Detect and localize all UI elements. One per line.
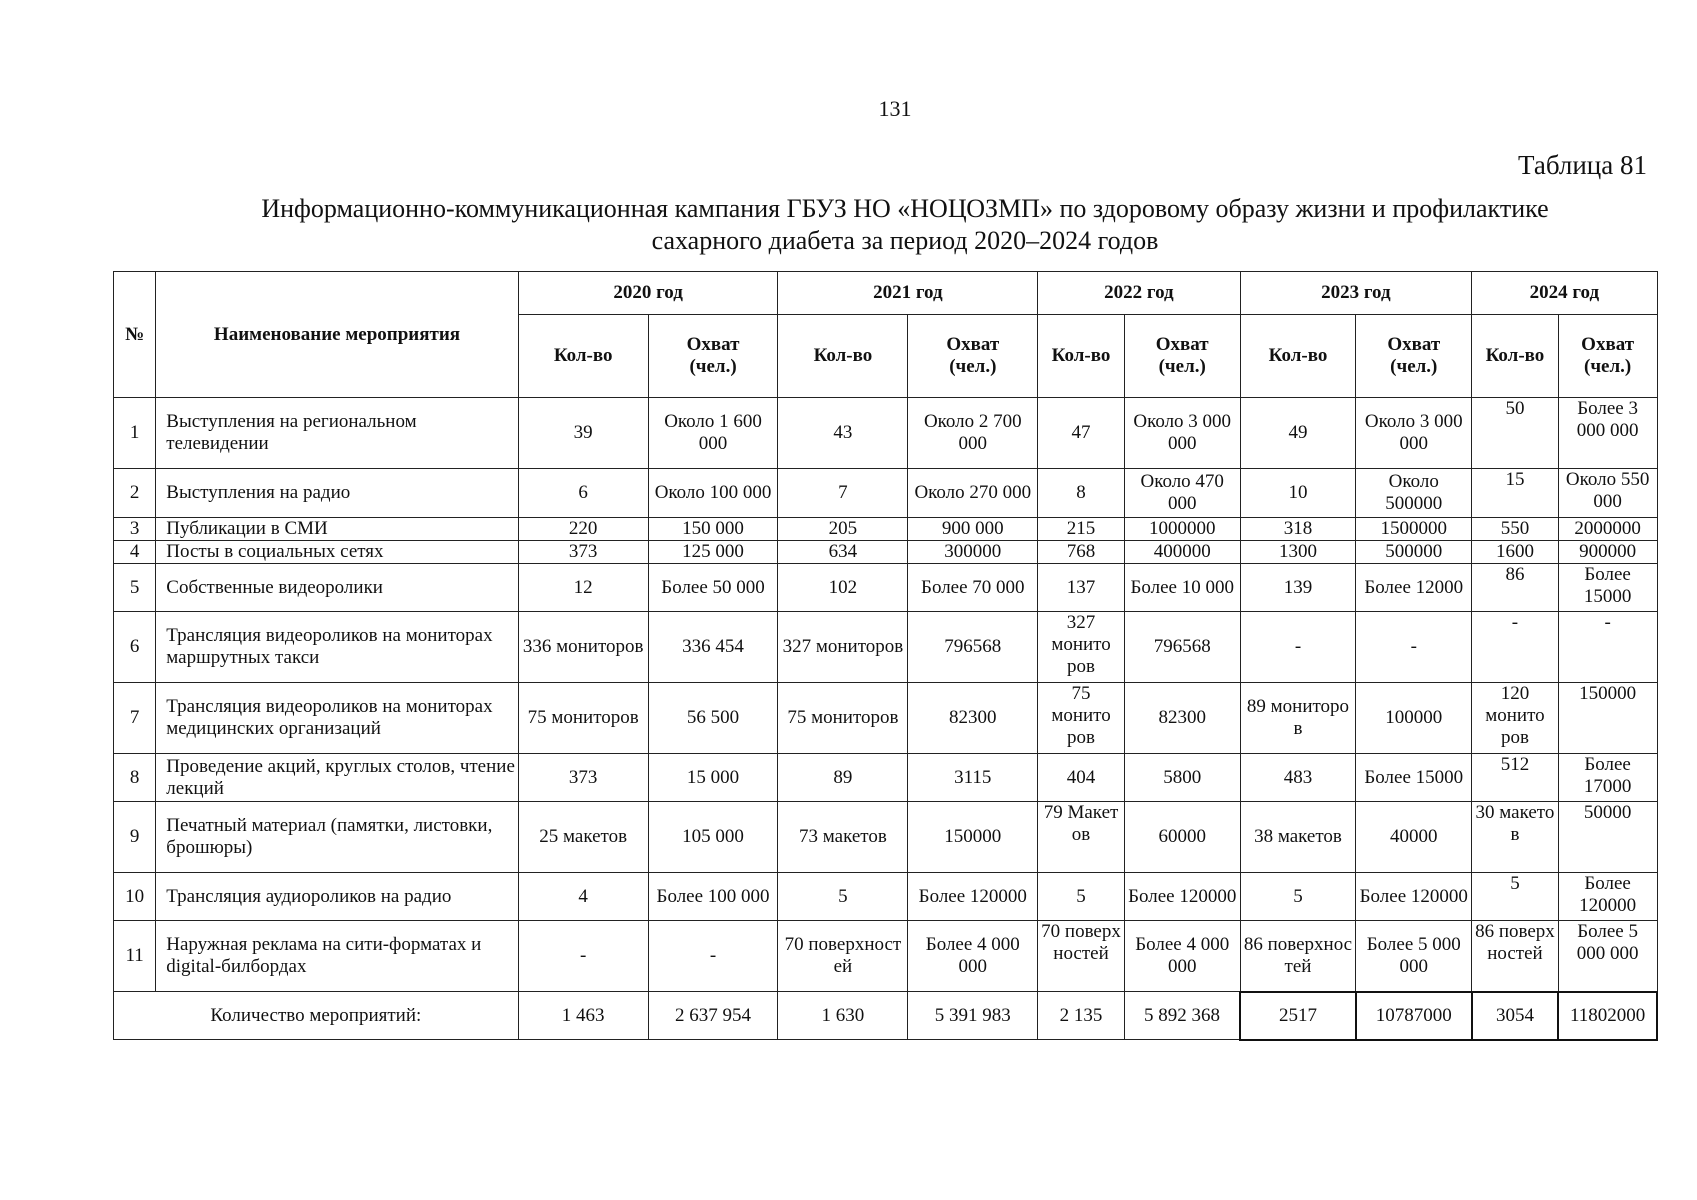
total-qty-cell: 3054 bbox=[1472, 992, 1559, 1040]
reach-cell: Более 12000 bbox=[1356, 564, 1472, 612]
qty-cell: 25 макетов bbox=[518, 802, 648, 873]
total-reach-cell: 10787000 bbox=[1356, 992, 1472, 1040]
reach-cell: Более 70 000 bbox=[908, 564, 1038, 612]
reach-cell: Более 100 000 bbox=[648, 873, 778, 921]
table-row bbox=[114, 541, 1658, 564]
reach-cell: Более 17000 bbox=[1558, 754, 1657, 802]
header-reach-line2: (чел.) bbox=[1584, 356, 1632, 377]
reach-cell: 50000 bbox=[1558, 802, 1657, 873]
reach-cell: 40000 bbox=[1356, 802, 1472, 873]
qty-cell: - bbox=[518, 921, 648, 992]
total-reach-cell: 2 637 954 bbox=[648, 992, 778, 1040]
reach-cell: Более 5 000 000 bbox=[1356, 921, 1472, 992]
qty-cell: 373 bbox=[518, 541, 648, 564]
reach-cell: 796568 bbox=[1124, 612, 1240, 683]
qty-cell: 215 bbox=[1038, 518, 1125, 541]
reach-cell: 2000000 bbox=[1558, 518, 1657, 541]
qty-cell: 768 bbox=[1038, 541, 1125, 564]
qty-cell: 79 Макет ов bbox=[1038, 802, 1125, 873]
table-row bbox=[114, 469, 1658, 518]
event-name: Публикации в СМИ bbox=[156, 518, 518, 541]
table-row bbox=[114, 612, 1658, 683]
table-row bbox=[114, 518, 1658, 541]
qty-cell: 89 мониторо в bbox=[1240, 683, 1356, 754]
reach-cell: Более 120000 bbox=[1558, 873, 1657, 921]
reach-cell: Более 5 000 000 bbox=[1558, 921, 1657, 992]
qty-cell: 634 bbox=[778, 541, 908, 564]
reach-cell: Более 120000 bbox=[1124, 873, 1240, 921]
header-qty: Кол-во bbox=[1240, 315, 1356, 398]
qty-cell: 336 мониторов bbox=[518, 612, 648, 683]
reach-cell: Около 470 000 bbox=[1124, 469, 1240, 518]
reach-cell: - bbox=[1356, 612, 1472, 683]
reach-cell: 1000000 bbox=[1124, 518, 1240, 541]
event-name: Трансляция видеороликов на мониторах маршрутных такси bbox=[156, 612, 518, 683]
header-reach-line2: (чел.) bbox=[1390, 356, 1438, 377]
qty-cell: 47 bbox=[1038, 398, 1125, 469]
header-qty: Кол-во bbox=[1472, 315, 1559, 398]
reach-cell: 105 000 bbox=[648, 802, 778, 873]
total-qty-cell: 1 463 bbox=[518, 992, 648, 1040]
qty-cell: 512 bbox=[1472, 754, 1559, 802]
table-row bbox=[114, 683, 1658, 754]
qty-cell: 1600 bbox=[1472, 541, 1559, 564]
total-reach-cell: 11802000 bbox=[1558, 992, 1657, 1040]
total-reach-cell: 5 892 368 bbox=[1124, 992, 1240, 1040]
qty-cell: 550 bbox=[1472, 518, 1559, 541]
reach-cell: Около 3 000 000 bbox=[1124, 398, 1240, 469]
header-reach-line1: Охват bbox=[1581, 334, 1635, 355]
row-number: 10 bbox=[114, 873, 156, 921]
qty-cell: 327 мониторов bbox=[778, 612, 908, 683]
reach-cell: 60000 bbox=[1124, 802, 1240, 873]
reach-cell: Более 120000 bbox=[908, 873, 1038, 921]
qty-cell: 49 bbox=[1240, 398, 1356, 469]
qty-cell: 39 bbox=[518, 398, 648, 469]
reach-cell: 150000 bbox=[1558, 683, 1657, 754]
reach-cell: Более 4 000 000 bbox=[908, 921, 1038, 992]
qty-cell: 102 bbox=[778, 564, 908, 612]
title-line-1: Информационно-коммуникационная кампания ГБУЗ НО «НОЦОЗМП» по здоровому образу жизни и профилактике bbox=[261, 194, 1549, 223]
table-row bbox=[114, 873, 1658, 921]
row-number: 9 bbox=[114, 802, 156, 873]
qty-cell: 70 поверхност ей bbox=[778, 921, 908, 992]
event-name: Трансляция видеороликов на мониторах медицинских организаций bbox=[156, 683, 518, 754]
qty-cell: 8 bbox=[1038, 469, 1125, 518]
qty-cell: 38 макетов bbox=[1240, 802, 1356, 873]
row-number: 8 bbox=[114, 754, 156, 802]
total-row bbox=[114, 992, 1658, 1040]
qty-cell: 120 монито ров bbox=[1472, 683, 1559, 754]
header-year-2021: 2021 год bbox=[778, 272, 1038, 315]
qty-cell: - bbox=[1472, 612, 1559, 683]
reach-cell: Более 3 000 000 bbox=[1558, 398, 1657, 469]
qty-cell: 89 bbox=[778, 754, 908, 802]
row-number: 6 bbox=[114, 612, 156, 683]
header-reach-line2: (чел.) bbox=[1158, 356, 1206, 377]
reach-cell: 82300 bbox=[1124, 683, 1240, 754]
reach-cell: Более 15000 bbox=[1356, 754, 1472, 802]
reach-cell: 500000 bbox=[1356, 541, 1472, 564]
row-number: 5 bbox=[114, 564, 156, 612]
reach-cell: 100000 bbox=[1356, 683, 1472, 754]
header-row-years bbox=[114, 272, 1658, 315]
row-number: 3 bbox=[114, 518, 156, 541]
qty-cell: - bbox=[1240, 612, 1356, 683]
title-line-2: сахарного диабета за период 2020–2024 годов bbox=[651, 226, 1159, 255]
page-number: 131 bbox=[878, 96, 912, 121]
table-row bbox=[114, 802, 1658, 873]
qty-cell: 137 bbox=[1038, 564, 1125, 612]
row-number: 7 bbox=[114, 683, 156, 754]
qty-cell: 205 bbox=[778, 518, 908, 541]
reach-cell: Около 270 000 bbox=[908, 469, 1038, 518]
reach-cell: Более 10 000 bbox=[1124, 564, 1240, 612]
table-row bbox=[114, 754, 1658, 802]
qty-cell: 75 мониторов bbox=[518, 683, 648, 754]
header-num: № bbox=[114, 272, 156, 398]
qty-cell: 50 bbox=[1472, 398, 1559, 469]
reach-cell: 900000 bbox=[1558, 541, 1657, 564]
reach-cell: 56 500 bbox=[648, 683, 778, 754]
reach-cell: Около 1 600 000 bbox=[648, 398, 778, 469]
reach-cell: 82300 bbox=[908, 683, 1038, 754]
qty-cell: 327 монито ров bbox=[1038, 612, 1125, 683]
header-qty: Кол-во bbox=[518, 315, 648, 398]
header-reach bbox=[1356, 315, 1472, 398]
qty-cell: 86 поверхнос тей bbox=[1240, 921, 1356, 992]
reach-cell: Около 550 000 bbox=[1558, 469, 1657, 518]
header-year-2020: 2020 год bbox=[518, 272, 778, 315]
table-row bbox=[114, 921, 1658, 992]
total-qty-cell: 1 630 bbox=[778, 992, 908, 1040]
reach-cell: - bbox=[648, 921, 778, 992]
event-name: Посты в социальных сетях bbox=[156, 541, 518, 564]
qty-cell: 483 bbox=[1240, 754, 1356, 802]
header-year-2023: 2023 год bbox=[1240, 272, 1472, 315]
table-body bbox=[114, 398, 1658, 1040]
table-row bbox=[114, 564, 1658, 612]
qty-cell: 70 поверх ностей bbox=[1038, 921, 1125, 992]
header-year-2024: 2024 год bbox=[1472, 272, 1657, 315]
reach-cell: 150 000 bbox=[648, 518, 778, 541]
qty-cell: 5 bbox=[1038, 873, 1125, 921]
table-row bbox=[114, 398, 1658, 469]
qty-cell: 75 мониторов bbox=[778, 683, 908, 754]
event-name: Наружная реклама на сити-форматах и digital-билбордах bbox=[156, 921, 518, 992]
qty-cell: 86 bbox=[1472, 564, 1559, 612]
event-name: Собственные видеоролики bbox=[156, 564, 518, 612]
qty-cell: 12 bbox=[518, 564, 648, 612]
header-reach-line1: Охват bbox=[1387, 334, 1441, 355]
qty-cell: 139 bbox=[1240, 564, 1356, 612]
row-number: 4 bbox=[114, 541, 156, 564]
qty-cell: 404 bbox=[1038, 754, 1125, 802]
reach-cell: Более 50 000 bbox=[648, 564, 778, 612]
total-label: Количество мероприятий: bbox=[114, 992, 519, 1040]
header-reach bbox=[1124, 315, 1240, 398]
reach-cell: 400000 bbox=[1124, 541, 1240, 564]
header-reach-line1: Охват bbox=[946, 334, 1000, 355]
reach-cell: - bbox=[1558, 612, 1657, 683]
row-number: 2 bbox=[114, 469, 156, 518]
reach-cell: Около 100 000 bbox=[648, 469, 778, 518]
header-qty: Кол-во bbox=[1038, 315, 1125, 398]
reach-cell: 300000 bbox=[908, 541, 1038, 564]
qty-cell: 318 bbox=[1240, 518, 1356, 541]
reach-cell: Более 15000 bbox=[1558, 564, 1657, 612]
reach-cell: Более 4 000 000 bbox=[1124, 921, 1240, 992]
reach-cell: 900 000 bbox=[908, 518, 1038, 541]
qty-cell: 1300 bbox=[1240, 541, 1356, 564]
qty-cell: 10 bbox=[1240, 469, 1356, 518]
qty-cell: 5 bbox=[778, 873, 908, 921]
event-name: Печатный материал (памятки, листовки, брошюры) bbox=[156, 802, 518, 873]
event-name: Проведение акций, круглых столов, чтение лекций bbox=[156, 754, 518, 802]
qty-cell: 220 bbox=[518, 518, 648, 541]
qty-cell: 75 монито ров bbox=[1038, 683, 1125, 754]
qty-cell: 86 поверх ностей bbox=[1472, 921, 1559, 992]
reach-cell: Около 500000 bbox=[1356, 469, 1472, 518]
event-name: Выступления на радио bbox=[156, 469, 518, 518]
event-name: Трансляция аудиороликов на радио bbox=[156, 873, 518, 921]
total-qty-cell: 2517 bbox=[1240, 992, 1356, 1040]
reach-cell: Более 120000 bbox=[1356, 873, 1472, 921]
header-reach bbox=[908, 315, 1038, 398]
header-qty: Кол-во bbox=[778, 315, 908, 398]
campaign-table bbox=[113, 271, 1658, 1041]
qty-cell: 373 bbox=[518, 754, 648, 802]
total-reach-cell: 5 391 983 bbox=[908, 992, 1038, 1040]
qty-cell: 5 bbox=[1240, 873, 1356, 921]
header-year-2022: 2022 год bbox=[1038, 272, 1240, 315]
row-number: 11 bbox=[114, 921, 156, 992]
reach-cell: 1500000 bbox=[1356, 518, 1472, 541]
reach-cell: 336 454 bbox=[648, 612, 778, 683]
header-reach-line1: Охват bbox=[686, 334, 740, 355]
header-reach bbox=[1558, 315, 1657, 398]
reach-cell: 796568 bbox=[908, 612, 1038, 683]
reach-cell: Около 2 700 000 bbox=[908, 398, 1038, 469]
header-reach-line2: (чел.) bbox=[689, 356, 737, 377]
qty-cell: 6 bbox=[518, 469, 648, 518]
qty-cell: 7 bbox=[778, 469, 908, 518]
qty-cell: 4 bbox=[518, 873, 648, 921]
reach-cell: 125 000 bbox=[648, 541, 778, 564]
header-reach-line1: Охват bbox=[1155, 334, 1209, 355]
document-title bbox=[120, 193, 1690, 257]
reach-cell: Около 3 000 000 bbox=[1356, 398, 1472, 469]
header-reach-line2: (чел.) bbox=[949, 356, 997, 377]
reach-cell: 3115 bbox=[908, 754, 1038, 802]
row-number: 1 bbox=[114, 398, 156, 469]
reach-cell: 15 000 bbox=[648, 754, 778, 802]
qty-cell: 15 bbox=[1472, 469, 1559, 518]
header-reach bbox=[648, 315, 778, 398]
qty-cell: 30 макето в bbox=[1472, 802, 1559, 873]
header-name: Наименование мероприятия bbox=[156, 272, 518, 398]
total-qty-cell: 2 135 bbox=[1038, 992, 1125, 1040]
event-name: Выступления на региональном телевидении bbox=[156, 398, 518, 469]
reach-cell: 5800 bbox=[1124, 754, 1240, 802]
qty-cell: 43 bbox=[778, 398, 908, 469]
qty-cell: 5 bbox=[1472, 873, 1559, 921]
reach-cell: 150000 bbox=[908, 802, 1038, 873]
table-label: Таблица 81 bbox=[1518, 150, 1647, 180]
qty-cell: 73 макетов bbox=[778, 802, 908, 873]
